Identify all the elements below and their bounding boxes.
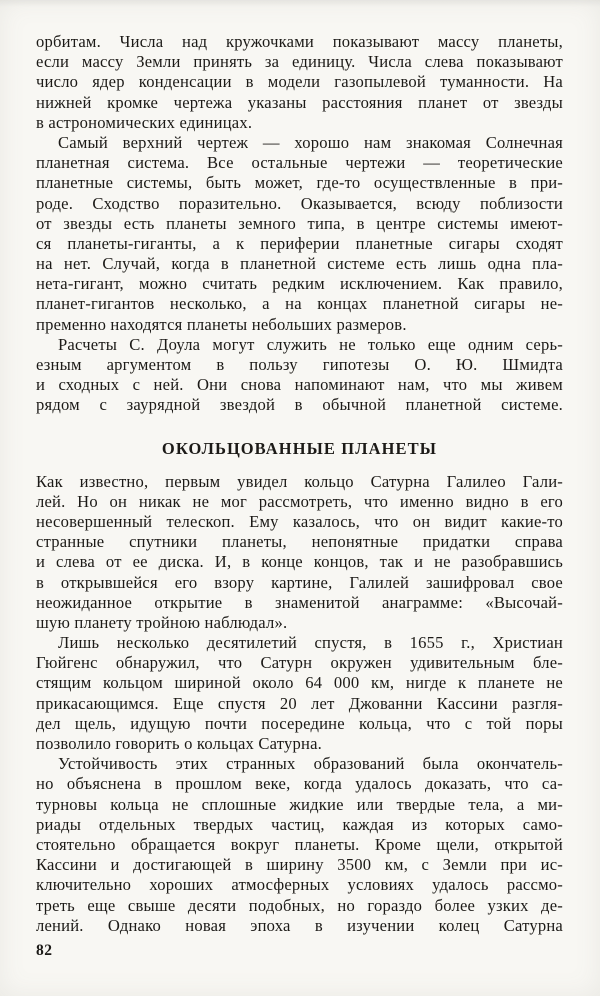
text-line: планет-гигантов несколько, а на концах планетной сигары не-	[36, 294, 563, 314]
text-line: стоятельно обращается вокруг планеты. Кроме щели, открытой	[36, 834, 563, 854]
paragraph	[36, 472, 563, 634]
text-line: планетные системы, быть может, где-то осуществленные в при-	[36, 173, 563, 193]
text-line: нижней кромке чертежа указаны расстояния планет от звезды	[36, 92, 563, 112]
text-line: шую планету тройною наблюдал».	[36, 612, 288, 632]
text-line: но объяснена в прошлом веке, когда удалось доказать, что са-	[36, 774, 563, 794]
text-line: лей. Но он никак не мог рассмотреть, что именно видно в его	[36, 491, 563, 511]
text-line: рядом с заурядной звездой в обычной планетной системе.	[36, 395, 563, 415]
text-line: дел щель, идущую почти посередине кольца, что с той поры	[36, 713, 563, 733]
text-line: Расчеты С. Доула могут служить не только еще одним серь-	[58, 334, 563, 354]
text-line: позволило говорить о кольцах Сатурна.	[36, 734, 322, 753]
text-line: в открывшейся его взору картине, Галилей зашифровал свое	[36, 572, 563, 592]
text-line: риады отдельных твердых частиц, каждая из которых само-	[36, 814, 563, 834]
text-line: Устойчивость этих странных образований была окончатель-	[58, 754, 563, 774]
text-line: несовершенный телескоп. Ему казалось, что он видит какие-то	[36, 511, 563, 531]
text-line: ся планеты-гиганты, а к периферии планетные сигары сходят	[36, 233, 563, 253]
text-line: ключительно хороших атмосферных условиях удалось рассмо-	[36, 875, 563, 895]
text-line: на нет. Случай, когда в планетной системе есть лишь одна пла-	[36, 254, 563, 274]
text-line: турновы кольца не сплошные жидкие или твердые тела, а ми-	[36, 794, 563, 814]
text-line: и сходных с ней. Они снова напоминают нам, что мы живем	[36, 375, 563, 395]
paragraph	[36, 754, 563, 936]
paragraph	[36, 335, 563, 416]
text-line: Лишь несколько десятилетий спустя, в 1655 г., Христиан	[58, 633, 563, 653]
paragraph	[36, 633, 563, 754]
text-line: неожиданное открытие в знаменитой анаграмме: «Высочай-	[36, 592, 563, 612]
text-line: орбитам. Числа над кружочками показывают массу планеты,	[36, 32, 563, 51]
text-line: стящим кольцом шириной около 64 000 км, нигде к планете не	[36, 673, 563, 693]
text-line: странные спутники планеты, непонятные придатки справа	[36, 532, 563, 552]
text-line: Самый верхний чертеж — хорошо нам знакомая Солнечная	[58, 132, 563, 152]
text-line: Кассини и достигающей в ширину 3500 км, с Земли при ис-	[36, 855, 563, 875]
text-line: езным аргументом в пользу гипотезы О. Ю. Шмидта	[36, 355, 563, 374]
text-line: в астрономических единицах.	[36, 112, 253, 132]
text-line: и слева от ее диска. И, в конце концов, так и не разобравшись	[36, 552, 563, 572]
page-number: 82	[36, 942, 53, 959]
section-heading: ОКОЛЬЦОВАННЫЕ ПЛАНЕТЫ	[161, 438, 438, 458]
text-line: лений. Однако новая эпоха в изучении колец Сатурна	[36, 915, 563, 935]
text-line: прикасающимся. Еще спустя 20 лет Джованни Кассини разгля-	[36, 693, 563, 713]
text-line: число ядер конденсации в модели газопылевой туманности. На	[36, 72, 563, 92]
text-line: если массу Земли принять за единицу. Числа слева показывают	[36, 52, 563, 72]
text-line: треть еще свыше десяти подобных, но гораздо более узких де-	[36, 895, 563, 915]
text-line: от звезды есть планеты земного типа, в центре системы имеют-	[36, 213, 563, 233]
text-line: роде. Сходство поразительно. Оказывается, всюду поблизости	[36, 193, 563, 213]
paragraph	[36, 32, 563, 133]
text-line: пременно находятся планеты небольших размеров.	[36, 314, 407, 334]
text-line: Гюйгенс обнаружил, что Сатурн окружен удивительным бле-	[36, 653, 563, 673]
text-line: планетная система. Все остальные чертежи — теоретические	[36, 153, 563, 173]
text-line: Как известно, первым увидел кольцо Сатурна Галилео Гали-	[36, 471, 563, 491]
text-line: нета-гигант, можно считать редким исключением. Как правило,	[36, 274, 563, 294]
paragraph	[36, 133, 563, 335]
